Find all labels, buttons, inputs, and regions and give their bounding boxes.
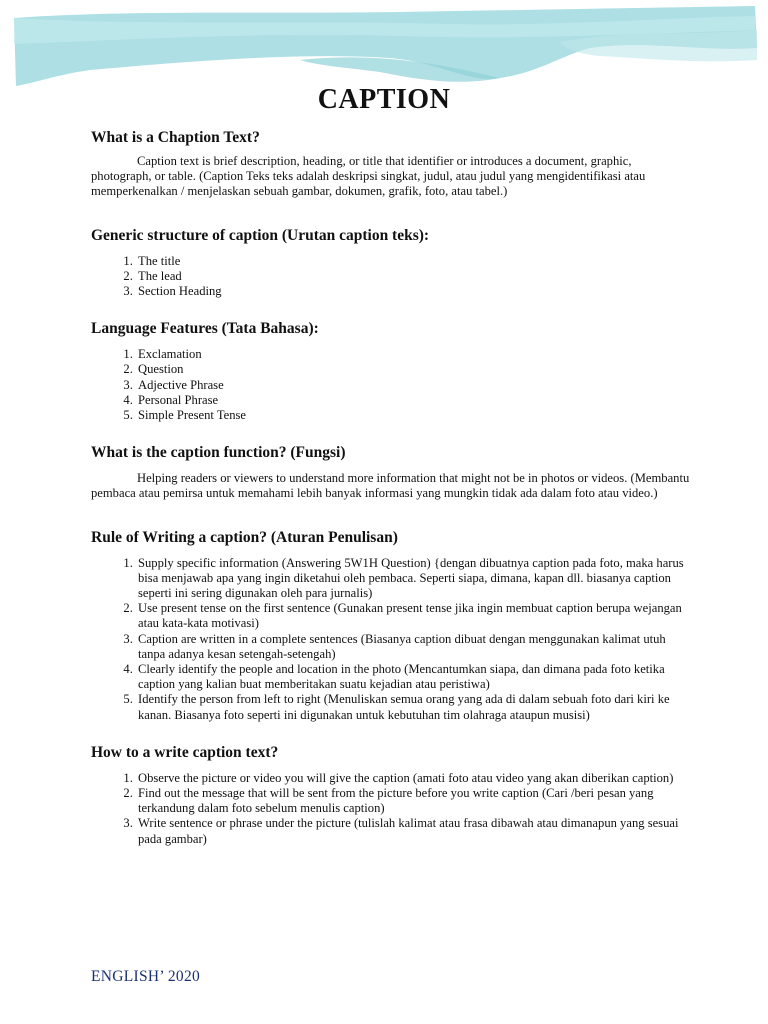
list-item: 4. Personal Phrase xyxy=(136,393,691,408)
paragraph-function: Helping readers or viewers to understand more information that might not be in photos or videos. (Membantu pembaca atau pemirsa untuk memahami lebih banyak informasi yang mungkin tidak ada dalam foto atau video.) xyxy=(91,471,690,501)
list-how-to-write xyxy=(91,771,691,847)
list-item: 2. Use present tense on the first sentence (Gunakan present tense jika ingin membuat caption berupa wejangan atau kata-kata motivasi) xyxy=(136,601,691,631)
paragraph-definition: Caption text is brief description, heading, or title that identifier or introduces a document, graphic, photograph, or table. (Caption Teks teks adalah deskripsi singkat, judul, atau judul yang mengidentifikasi atau memperkenalkan / menjelaskan sebuah gambar, dokumen, grafik, foto, atau tabel.) xyxy=(91,154,646,199)
list-item: 3. Section Heading xyxy=(136,284,691,299)
list-item: 5. Simple Present Tense xyxy=(136,408,691,423)
list-language-features xyxy=(91,347,691,423)
footer-label: ENGLISH’ 2020 xyxy=(91,968,201,985)
list-item: 2. Find out the message that will be sent from the picture before you write caption (Cari /beri pesan yang terkandung dalam foto sebelum menulis caption) xyxy=(136,786,691,816)
section-heading-writing-rules: Rule of Writing a caption? (Aturan Penulisan) xyxy=(91,528,398,546)
list-item: 3. Adjective Phrase xyxy=(136,378,691,393)
section-heading-generic-structure: Generic structure of caption (Urutan caption teks): xyxy=(91,226,430,244)
list-item: 5. Identify the person from left to right (Menuliskan semua orang yang ada di dalam sebuah foto dari kiri ke kanan. Biasanya foto seperti ini digunakan untuk kebutuhan tim olahraga ataupun musisi) xyxy=(136,692,691,722)
list-item: 1. The title xyxy=(136,254,691,269)
section-heading-caption-function: What is the caption function? (Fungsi) xyxy=(91,444,346,462)
document-body xyxy=(91,128,691,847)
list-item: 1. Observe the picture or video you will give the caption (amati foto atau video yang akan diberikan caption) xyxy=(136,771,691,786)
section-heading-what-is-caption: What is a Chaption Text? xyxy=(91,129,260,146)
list-generic-structure xyxy=(91,254,691,300)
list-item: 1. Supply specific information (Answering 5W1H Question) {dengan dibuatnya caption pada foto, maka harus bisa menjawab apa yang ingin diketahui oleh pembaca. Seperti siapa, dimana, kapan dll. biasanya caption seperti ini sering digunakan oleh para jurnalis) xyxy=(136,556,691,602)
list-item: 3. Caption are written in a complete sentences (Biasanya caption dibuat dengan menggunakan kalimat utuh tanpa adanya kesan setengah-setengah) xyxy=(136,632,691,662)
list-item: 1. Exclamation xyxy=(136,347,691,362)
list-item: 3. Write sentence or phrase under the picture (tulislah kalimat atau frasa dibawah atau dimanapun yang sesuai pada gambar) xyxy=(136,816,691,846)
page-title: CAPTION xyxy=(317,84,451,115)
list-item: 4. Clearly identify the people and location in the photo (Mencantumkan siapa, dan dimana pada foto ketika caption yang kalian buat memberitakan suatu kejadian atau peristiwa) xyxy=(136,662,691,692)
section-heading-language-features: Language Features (Tata Bahasa): xyxy=(91,320,319,338)
section-heading-how-to-write: How to a write caption text? xyxy=(91,743,279,761)
list-writing-rules xyxy=(91,556,691,723)
list-item: 2. The lead xyxy=(136,269,691,284)
list-item: 2. Question xyxy=(136,362,691,377)
